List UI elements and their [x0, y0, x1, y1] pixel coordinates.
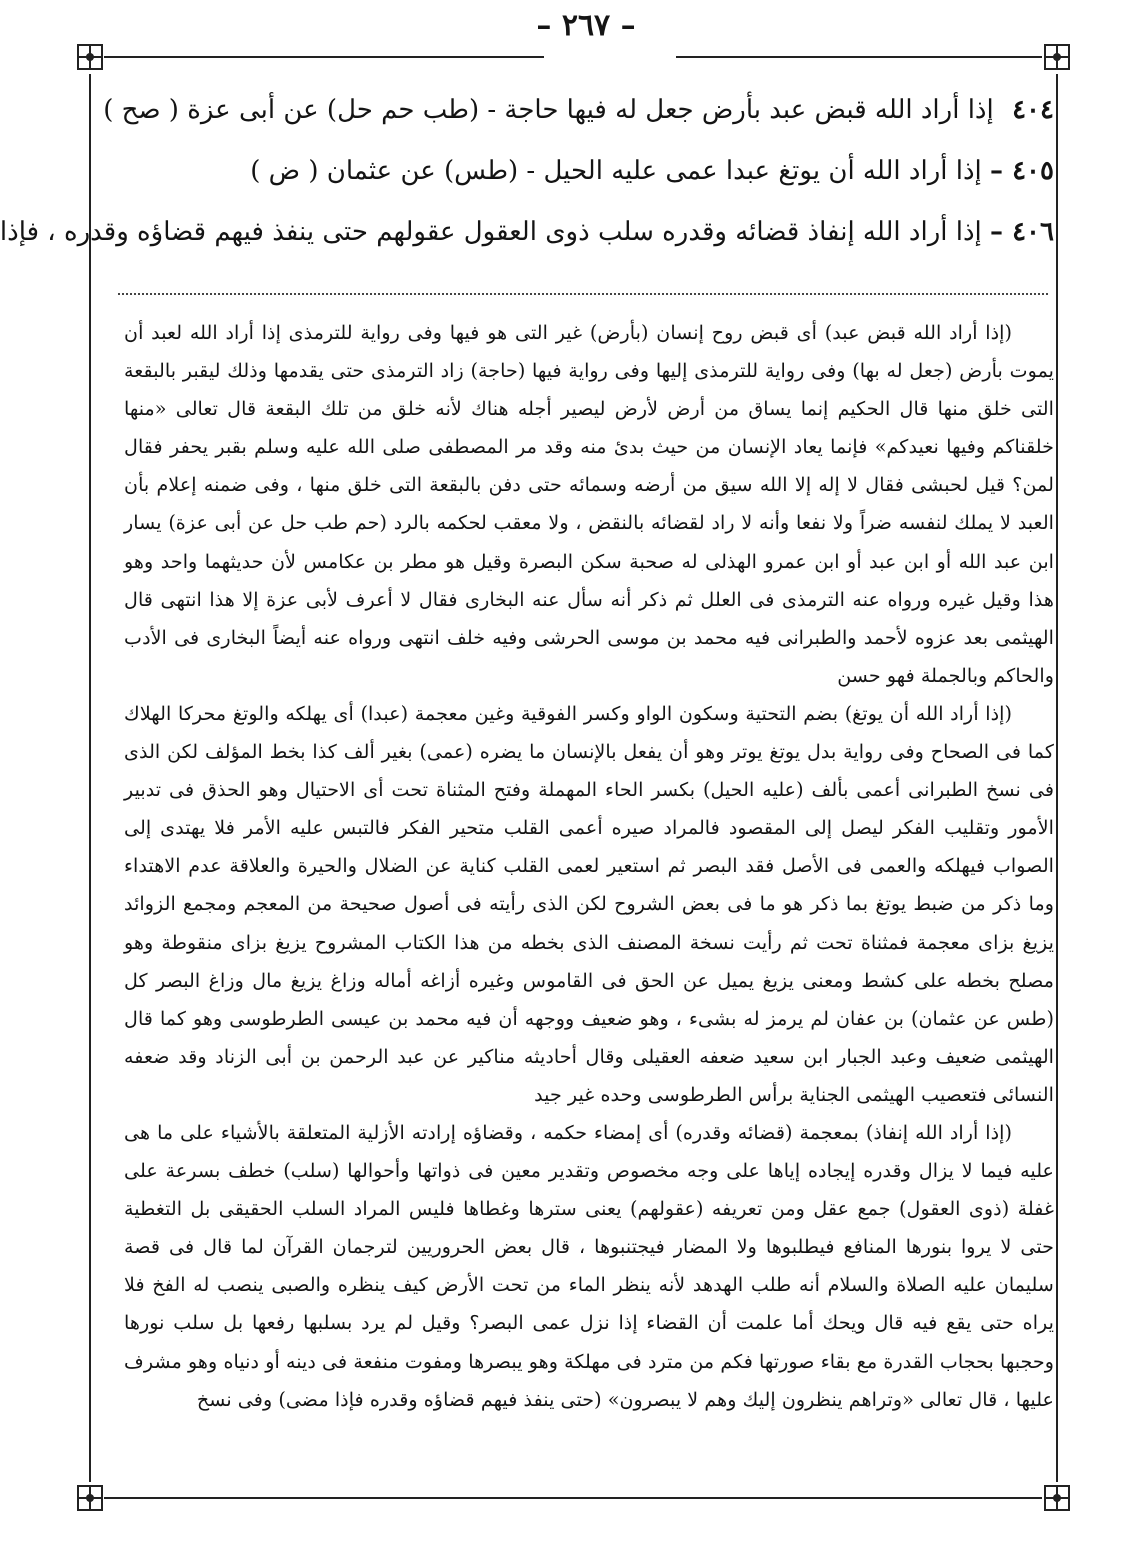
hadith-text: إذا أراد الله قبض عبد بأرض جعل له فيها حاجة - (طب حم حل) عن أبى عزة ( صح ) [103, 95, 994, 125]
frame-bottom [104, 1497, 1042, 1499]
commentary-body [124, 314, 1054, 1419]
hadith-number: ٤٠٥ – [990, 156, 1054, 186]
hadith-line [103, 92, 1054, 129]
frame-top-right [676, 56, 1042, 58]
frame-left [89, 74, 91, 1482]
page-number: – ٢٦٧ – [536, 8, 636, 43]
hadith-number: ٤٠٦ – [990, 217, 1054, 247]
hadith-text: إذا أراد الله أن يوتغ عبدا عمى عليه الحيل - (طس) عن عثمان ( ض ) [250, 156, 982, 186]
hadith-number: ٤٠٤ [1012, 95, 1054, 125]
hadith-line [124, 153, 1054, 190]
hadith-text: إذا أراد الله إنفاذ قضائه وقدره سلب ذوى العقول عقولهم حتى ينفذ فيهم قضاؤه وقدره ، فإذا [0, 217, 982, 247]
section-divider [118, 293, 1048, 295]
corner-ornament-icon [75, 42, 105, 72]
hadith-list [0, 92, 1054, 275]
commentary-paragraph: (إذا أراد الله قبض عبد) أى قبض روح إنسان (بأرض) غير التى هو فيها وفى رواية للترمذى إذا أراد الله لعبد أن يموت بأرض (جعل له بها) وفى رواية للترمذى إليها وفى رواية فيها (حاجة) زاد الترمذى حتى يقدمها وذلك ليقبر بالبقعة التى خلق منها قال الحكيم إنما يساق من أرض لأرض ليصير أجله هناك لأنه خلق من تلك البقعة قال تعالى «منها خلقناكم وفيها نعيدكم» فإنما يعاد الإنسان من حيث بدئ منه وقد مر المصطفى صلى الله عليه وسلم بقبر يحفر فقال لمن؟ قيل لحبشى فقال لا إله إلا الله سيق من أرضه وسمائه حتى دفن بالبقعة التى خلق منها ، وفى ضمنه إعلام بأن العبد لا يملك لنفسه ضراً ولا نفعا وأنه لا راد لقضائه بالنقض ، ولا معقب لحكمه بالرد (حم طب حل عن أبى عزة) يسار ابن عبد الله أو ابن عبد أو ابن عمرو الهذلى له صحبة سكن البصرة وقيل هو مطر بن عكامس لأن حديثهما واحد وهو هذا وقيل غيره ورواه عنه الترمذى فى العلل ثم ذكر أنه سأل عنه البخارى فقال لا أعرف لأبى عزة إلا هذا انتهى قال الهيثمى بعد عزوه لأحمد والطبرانى فيه محمد بن موسى الحرشى وفيه خلف انتهى ورواه عنه أيضاً البخارى فى الأدب والحاكم وبالجملة فهو حسن [124, 321, 1054, 687]
frame-right [1056, 74, 1058, 1482]
corner-ornament-icon [75, 1483, 105, 1513]
frame-top-left [104, 56, 544, 58]
corner-ornament-icon [1042, 42, 1072, 72]
corner-ornament-icon [1042, 1483, 1072, 1513]
commentary-paragraph: (إذا أراد الله إنفاذ) بمعجمة (قضائه وقدره) أى إمضاء حكمه ، وقضاؤه إرادته الأزلية المتعلقة بالأشياء على ما هى عليه فيما لا يزال وقدره إيجاده إياها على وجه مخصوص وتقدير معين فى ذواتها وأحوالها (سلب) خطف بسرعة على غفلة (ذوى العقول) جمع عقل ومن تعريفه (عقولهم) يعنى سترها وغطاها فليس المراد السلب الحقيقى بل التغطية حتى لا يروا بنورها المنافع فيطلبوها ولا المضار فيجتنبوها ، قال بعض الحروريين لترجمان القرآن لما قال فى قصة سليمان عليه الصلاة والسلام أنه طلب الهدهد لأنه ينظر الماء من تحت الأرض كيف ينظره والصبى ينصب له الفخ فلا يراه حتى يقع فيه قال ويحك أما علمت أن القضاء إذا نزل عمى البصر؟ وقيل لم يرد بسلبها رفعها بل سلب نورها وحجبها بحجاب القدرة مع بقاء صورتها فكم من مترد فى مهلكة وهو يبصرها ومفوت منفعة فى دينه أو دنياه وهو مشرف عليها ، قال تعالى «وتراهم ينظرون إليك وهم لا يبصرون» (حتى ينفذ فيهم قضاؤه وقدره فإذا مضى) وفى نسخ [124, 1120, 1054, 1411]
hadith-line [0, 214, 1054, 251]
commentary-paragraph: (إذا أراد الله أن يوتغ) بضم التحتية وسكون الواو وكسر الفوقية وغين معجمة (عبدا) أى يهلكه والوتغ محركا الهلاك كما فى الصحاح وفى رواية بدل يوتغ يوتر وهو أن يفعل بالإنسان ما يضره (عمى) بغير ألف كذا بخط المؤلف لكن الذى فى نسخ الطبرانى أعمى بألف (عليه الحيل) بكسر الحاء المهملة وفتح المثناة تحت أى الاحتيال وهو الحذق فى تدبير الأمور وتقليب الفكر ليصل إلى المقصود فالمراد صيره أعمى القلب متحير الفكر فالتبس عليه الأمر فلا يهتدى إلى الصواب فيهلكه والعمى فى الأصل فقد البصر ثم استعير لعمى القلب كناية عن الضلال والحيرة والعلاقة عدم الاهتداء وما ذكر من ضبط يوتغ بما ذكر هو ما فى بعض الشروح لكن الذى رأيته فى أصول صحيحة من المعجم ومجمع الزوائد يزيغ بزاى معجمة فمثناة تحت ثم رأيت نسخة المصنف الذى بخطه من هذا الكتاب المشروح يزيغ بزاى منقوطة وهو مصلح بخطه على كشط ومعنى يزيغ يميل عن الحق فى القاموس وغيره أزاغه أماله وزاغ يزيغ مال وزاغ البصر كل (طس عن عثمان) بن عفان لم يرمز له بشىء ، وهو ضعيف ووجهه أن فيه محمد بن عيسى الطرطوسى وهو كما قال الهيثمى ضعيف وعبد الجبار ابن سعيد ضعفه العقيلى وقال أحاديثه مناكير عن عبد الرحمن بن أبى الزناد وقد ضعفه النسائى فتعصيب الهيثمى الجناية برأس الطرطوسى وحده غير جيد [124, 701, 1054, 1106]
